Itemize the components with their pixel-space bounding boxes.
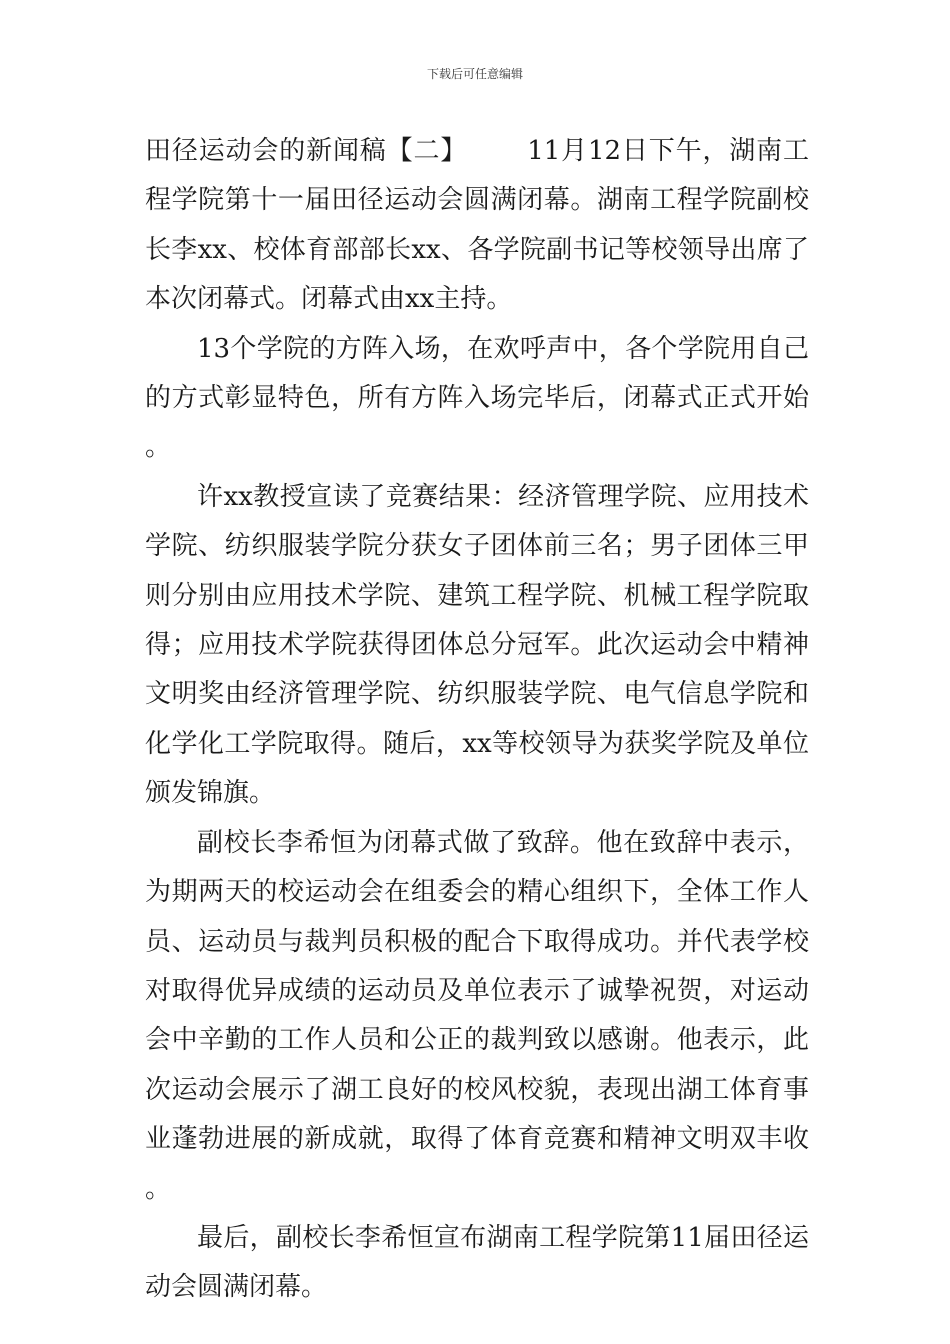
- article-intro: [145, 127, 809, 325]
- paragraph-closing: 最后，副校长李希恒宣布湖南工程学院第11届田径运动会圆满闭幕。: [145, 1222, 809, 1303]
- article-title: 田径运动会的新闻稿【二】: [145, 136, 468, 166]
- document-body: [145, 127, 809, 1313]
- paragraph-speech: 副校长李希恒为闭幕式做了致辞。他在致辞中表示，为期两天的校运动会在组委会的精心组织下，全体工作人员、运动员与裁判员积极的配合下取得成功。并代表学校对取得优异成绩的运动员及单位表示了诚挚祝贺，对运动会中辛勤的工作人员和公正的裁判致以感谢。他表示，此次运动会展示了湖工良好的校风校貌，表现出湖工体育事业蓬勃进展的新成就，取得了体育竞赛和精神文明双丰收。: [145, 827, 809, 1204]
- paragraph-procession: 13个学院的方阵入场，在欢呼声中，各个学院用自己的方式彰显特色，所有方阵入场完毕后，闭幕式正式开始。: [145, 333, 809, 463]
- page-header: 下载后可任意编辑: [426, 67, 523, 81]
- article-lead: 11月12日下午，湖南工程学院第十一届田径运动会圆满闭幕。湖南工程学院副校长李xx、校体育部部长xx、各学院副书记等校领导出席了本次闭幕式。闭幕式由xx主持。: [145, 136, 809, 315]
- paragraph-results: 许xx教授宣读了竞赛结果：经济管理学院、应用技术学院、纺织服装学院分获女子团体前三名；男子团体三甲则分别由应用技术学院、建筑工程学院、机械工程学院取得；应用技术学院获得团体总分冠军。此次运动会中精神文明奖由经济管理学院、纺织服装学院、电气信息学院和化学化工学院取得。随后，xx等校领导为获奖学院及单位颁发锦旗。: [145, 481, 809, 809]
